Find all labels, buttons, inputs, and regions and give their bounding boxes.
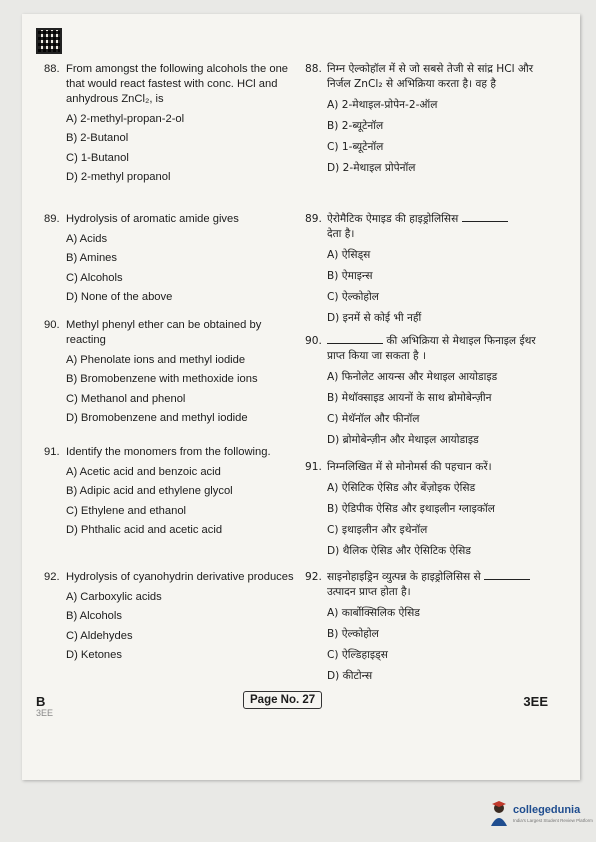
answer-blank (484, 579, 530, 580)
question-number: 90. (305, 335, 322, 347)
option-a: A) फिनोलेट आयन्स और मेथाइल आयोडाइड (327, 371, 498, 383)
option-c: C) Methanol and phenol (66, 392, 186, 405)
option-d: D) 2-methyl propanol (66, 171, 171, 183)
option-c: C) Aldehydes (66, 629, 133, 642)
question-number: 89. (305, 213, 322, 225)
option-b: B) ऐडिपीक ऐसिड और इथाइलीन ग्लाइकॉल (327, 503, 495, 515)
question-text-cont: उत्पादन प्राप्त होता है। (327, 586, 411, 598)
option-a: A) कार्बोक्सिलिक ऐसिड (327, 607, 420, 619)
option-d: D) 2-मेथाइल प्रोपेनॉल (327, 162, 416, 174)
question-number: 89. (44, 213, 60, 225)
question-number: 92. (305, 571, 322, 583)
question-89-hi (305, 212, 550, 326)
option-a: A) ऐसिड्स (327, 249, 371, 261)
question-text: निम्न ऐल्कोहॉल में से जो सबसे तेजी से सांद्र HCl और निर्जल ZnCl₂ से अभिक्रिया करता है। वह है (327, 63, 534, 90)
question-number: 88. (44, 63, 60, 75)
option-b: B) मेथॉक्साइड आयनों के साथ ब्रोमोबेन्ज़ीन (327, 392, 492, 404)
option-c: C) ऐल्डिहाइड्स (327, 649, 388, 661)
question-text: निम्नलिखित में से मोनोमर्स की पहचान करें। (327, 461, 492, 473)
question-number: 91. (44, 446, 60, 458)
question-89-en (44, 212, 239, 305)
option-a: A) Acids (66, 232, 108, 245)
page-footer (22, 694, 580, 724)
option-b: B) ऐमाइन्स (327, 270, 373, 282)
option-b: B) Alcohols (66, 610, 122, 622)
question-number: 91. (305, 461, 322, 473)
option-c: C) 1-ब्यूटेनॉल (327, 141, 384, 153)
question-text-cont: देता है। (327, 228, 355, 240)
question-92-en (44, 570, 294, 663)
page-number: Page No. 27 (243, 691, 322, 709)
qr-code (36, 28, 62, 54)
question-text: की अभिक्रिया से मेथाइल फिनाइल ईथर प्राप्त किया जा सकता है । (327, 335, 536, 362)
option-c: C) ऐल्कोहोल (327, 291, 379, 303)
option-d: D) None of the above (66, 291, 173, 303)
question-90-en (44, 318, 294, 426)
option-d: D) ब्रोमोबेन्ज़ीन और मेथाइल आयोडाइड (327, 434, 479, 446)
question-text: From amongst the following alcohols the one that would react fastest with conc. HCl and anhydrous ZnCl₂, is (66, 63, 289, 105)
option-b: B) Adipic acid and ethylene glycol (66, 485, 233, 497)
question-text: Hydrolysis of cyanohydrin derivative produces (66, 571, 294, 583)
booklet-code: B (36, 694, 46, 709)
question-88-hi (305, 62, 550, 176)
option-c: C) 1-Butanol (66, 151, 129, 164)
option-c: C) इथाइलीन और इथेनॉल (327, 524, 428, 536)
exam-page (22, 14, 580, 780)
option-d: D) कीटोन्स (327, 670, 373, 682)
option-c: C) Ethylene and ethanol (66, 504, 187, 517)
graduate-icon (489, 800, 509, 826)
question-text: Identify the monomers from the following. (66, 446, 271, 458)
question-number: 92. (44, 571, 60, 583)
option-d: D) थैलिक ऐसिड और ऐसिटिक ऐसिड (327, 545, 471, 557)
question-90-hi (305, 334, 550, 448)
option-b: B) ऐल्कोहोल (327, 628, 379, 640)
booklet-code-mirror: 3EE (36, 708, 54, 718)
series-code: 3EE (523, 694, 548, 709)
option-b: B) Amines (66, 252, 117, 264)
question-text: Methyl phenyl ether can be obtained by reacting (66, 319, 262, 346)
question-text: Hydrolysis of aromatic amide gives (66, 213, 239, 225)
option-d: D) Ketones (66, 649, 122, 661)
brand-tagline: India's Largest Student Review Platform (513, 818, 593, 823)
option-b: B) Bromobenzene with methoxide ions (66, 373, 258, 385)
question-number: 88. (305, 63, 322, 75)
question-text: साइनोहाइड्रिन व्युत्पन्न के हाइड्रोलिसिस से (327, 571, 481, 583)
question-text: ऐरोमैटिक ऐमाइड की हाइड्रोलिसिस (327, 213, 459, 225)
option-c: C) मेथॅनॉल और फीनॉल (327, 413, 420, 425)
answer-blank (462, 221, 508, 222)
option-d: D) Phthalic acid and acetic acid (66, 524, 223, 536)
question-number: 90. (44, 319, 60, 331)
option-b: B) 2-ब्यूटेनॉल (327, 120, 384, 132)
question-92-hi (305, 570, 550, 684)
option-d: D) इनमें से कोई भी नहीं (327, 312, 422, 324)
option-a: A) Phenolate ions and methyl iodide (66, 353, 246, 366)
collegedunia-watermark (483, 798, 593, 832)
option-d: D) Bromobenzene and methyl iodide (66, 412, 248, 424)
option-c: C) Alcohols (66, 271, 123, 284)
option-a: A) 2-methyl-propan-2-ol (66, 112, 185, 125)
answer-blank (327, 343, 383, 344)
option-a: A) Carboxylic acids (66, 590, 162, 603)
option-a: A) 2-मेथाइल-प्रोपेन-2-ऑल (327, 99, 438, 111)
question-91-hi (305, 460, 550, 559)
brand-name: collegedunia (513, 804, 581, 816)
question-91-en (44, 445, 271, 538)
option-a: A) ऐसिटिक ऐसिड और बेंज़ोइक ऐसिड (327, 482, 476, 494)
question-88-en (44, 62, 294, 185)
option-a: A) Acetic acid and benzoic acid (66, 465, 221, 478)
option-b: B) 2-Butanol (66, 132, 129, 144)
